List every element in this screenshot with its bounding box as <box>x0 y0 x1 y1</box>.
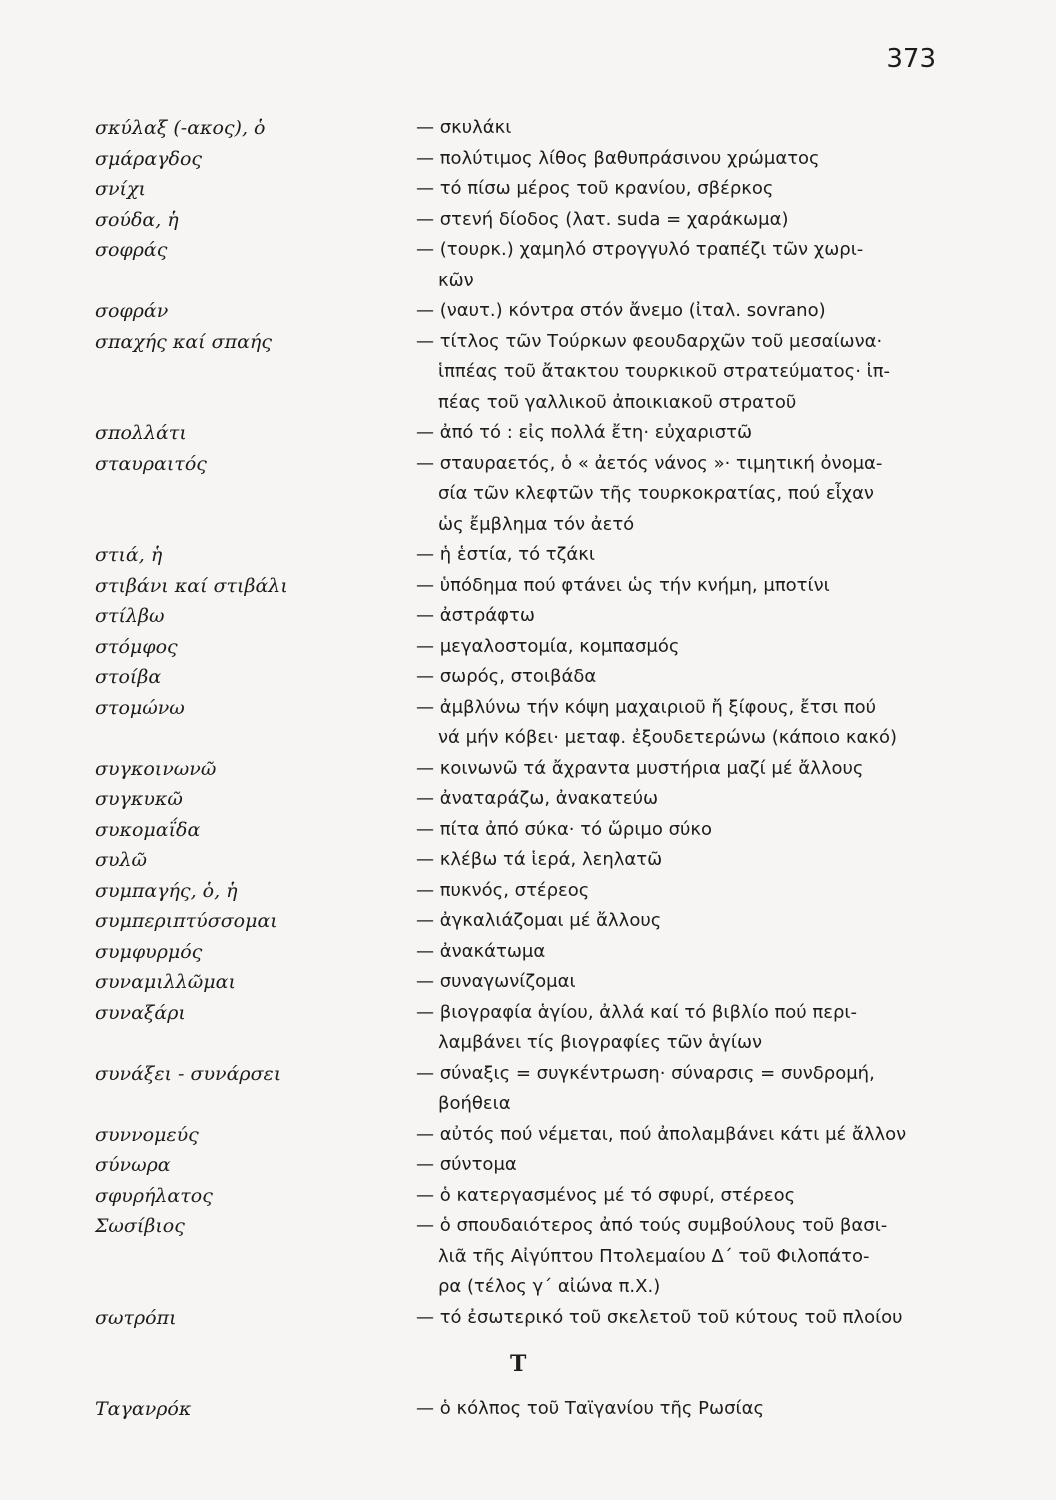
entry-definition <box>416 693 942 754</box>
entry-definition <box>416 571 942 602</box>
entry-term: στίλβω <box>95 605 165 627</box>
glossary-entry <box>0 296 1056 327</box>
glossary-entry <box>0 662 1056 693</box>
entry-term: συμπεριπτύσσομαι <box>95 910 278 932</box>
definition-line: — κοινωνῶ τά ἄχραντα μυστήρια μαζί μέ ἄλλους <box>416 757 864 779</box>
entry-definition <box>416 1059 942 1120</box>
entry-definition <box>416 754 942 785</box>
definition-line: κῶν <box>438 269 474 291</box>
definition-line: — κλέβω τά ἱερά, λεηλατῶ <box>416 849 663 870</box>
glossary-entry <box>0 845 1056 876</box>
definition-line: ἱππέας τοῦ ἄτακτου τουρκικοῦ στρατεύματος· ἱπ- <box>438 361 891 382</box>
entry-term: Σωσίβιος <box>95 1215 185 1237</box>
definition-line: — πολύτιμος λίθος βαθυπράσινου χρώματος <box>416 147 820 169</box>
glossary-entry <box>0 205 1056 236</box>
glossary-entry <box>0 998 1056 1059</box>
entry-term: συναμιλλῶμαι <box>95 971 236 993</box>
entry-definition <box>416 1181 942 1212</box>
definition-line: — πυκνός, στέρεος <box>416 879 590 901</box>
definition-line: — (ναυτ.) κόντρα στόν ἄνεμο (ἰταλ. sovrano) <box>416 300 826 321</box>
definition-line: ὡς ἔμβλημα τόν ἀετό <box>438 513 635 535</box>
entry-term: συννομεύς <box>95 1123 199 1146</box>
definition-line: — συναγωνίζομαι <box>416 971 576 992</box>
glossary-entry <box>0 418 1056 449</box>
entry-term: συγκυκῶ <box>95 788 183 810</box>
glossary-entry <box>0 1211 1056 1303</box>
definition-line: — σκυλάκι <box>416 117 512 138</box>
glossary-entry <box>0 632 1056 663</box>
definition-line: — ἀγκαλιάζομαι μέ ἄλλους <box>416 910 662 931</box>
glossary-entry <box>0 571 1056 602</box>
entry-term: συλῶ <box>95 849 148 871</box>
entry-definition <box>416 418 942 449</box>
glossary-entry <box>0 174 1056 205</box>
entry-definition <box>416 174 942 205</box>
entry-term: σούδα, ἡ <box>95 208 179 231</box>
entry-term: Ταγανρόκ <box>95 1397 192 1420</box>
definition-line: — (τουρκ.) χαμηλό στρογγυλό τραπέζι τῶν χωρι- <box>416 239 864 260</box>
entry-term: στιά, ἡ <box>95 544 163 566</box>
entry-definition <box>416 1303 942 1334</box>
entry-definition <box>416 998 942 1059</box>
definition-line: — βιογραφία ἁγίου, ἀλλά καί τό βιβλίο πού περι- <box>416 1001 858 1023</box>
entry-definition <box>416 327 942 419</box>
definition-line: — τίτλος τῶν Τούρκων φεουδαρχῶν τοῦ μεσαίωνα· <box>416 330 883 352</box>
definition-line: πέας τοῦ γαλλικοῦ ἀποικιακοῦ στρατοῦ <box>438 391 797 413</box>
entry-definition <box>416 449 942 541</box>
definition-line: — τό ἐσωτερικό τοῦ σκελετοῦ τοῦ κύτους τοῦ πλοίου <box>416 1306 903 1328</box>
glossary-entry <box>0 327 1056 419</box>
entry-term: συμφυρμός <box>95 940 203 963</box>
glossary-entry <box>0 235 1056 296</box>
entry-term: συμπαγής, ὁ, ἡ <box>95 879 238 902</box>
entry-definition <box>416 632 942 663</box>
entry-definition <box>416 1211 942 1303</box>
entry-term: στομώνω <box>95 696 185 719</box>
definition-line: ρα (τέλος γ΄ αἰώνα π.Χ.) <box>438 1276 661 1297</box>
entries-sigma <box>0 113 1056 1333</box>
glossary-entry <box>0 876 1056 907</box>
entry-definition <box>416 1394 942 1425</box>
definition-line: — τό πίσω μέρος τοῦ κρανίου, σβέρκος <box>416 178 774 199</box>
entry-definition <box>416 784 942 815</box>
entry-term: συνάξει - συνάρσει <box>95 1062 282 1085</box>
entry-definition <box>416 205 942 236</box>
definition-line: — σύναξις = συγκέντρωση· σύναρσις = συνδρομή, <box>416 1062 875 1084</box>
glossary-entry <box>0 754 1056 785</box>
entry-definition <box>416 540 942 571</box>
definition-line: — μεγαλοστομία, κομπασμός <box>416 635 680 657</box>
entry-term: συγκοινωνῶ <box>95 757 217 780</box>
glossary-entry <box>0 937 1056 968</box>
glossary-entry <box>0 449 1056 541</box>
entry-definition <box>416 235 942 296</box>
entry-term: σοφράν <box>95 300 169 322</box>
page-number: 373 <box>886 44 936 74</box>
entry-term: στόμφος <box>95 635 178 658</box>
glossary-entry <box>0 1150 1056 1181</box>
definition-line: — αὐτός πού νέμεται, πού ἀπολαμβάνει κάτι μέ ἄλλον <box>416 1123 907 1145</box>
definition-line: — ἡ ἑστία, τό τζάκι <box>416 544 595 565</box>
entry-definition <box>416 601 942 632</box>
definition-line: — πίτα ἀπό σύκα· τό ὥριμο σύκο <box>416 818 713 840</box>
entry-definition <box>416 113 942 144</box>
definition-line: — ἀνακάτωμα <box>416 940 546 962</box>
entry-term: συναξάρι <box>95 1001 186 1024</box>
entry-term: σοφράς <box>95 239 168 261</box>
definition-line: — ὁ κατεργασμένος μέ τό σφυρί, στέρεος <box>416 1184 796 1206</box>
definition-line: σία τῶν κλεφτῶν τῆς τουρκοκρατίας, πού εἶχαν <box>438 483 874 504</box>
entry-definition <box>416 967 942 998</box>
entry-definition <box>416 845 942 876</box>
definition-line: — ἀστράφτω <box>416 605 535 626</box>
entry-term: σωτρόπι <box>95 1306 177 1329</box>
definition-line: — ὑπόδημα πού φτάνει ὡς τήν κνήμη, μποτίνι <box>416 574 830 596</box>
definition-line: — σταυραετός, ὁ « ἀετός νάνος »· τιμητική ὀνομα- <box>416 452 883 474</box>
entry-term: στιβάνι καί στιβάλι <box>95 574 288 597</box>
glossary-entry <box>0 113 1056 144</box>
glossary-entry <box>0 1120 1056 1151</box>
glossary-entry <box>0 784 1056 815</box>
entry-definition <box>416 906 942 937</box>
glossary-entry <box>0 1059 1056 1120</box>
section-letter: Τ <box>510 1351 527 1377</box>
glossary-entry <box>0 144 1056 175</box>
definition-line: — ἀπό τό : εἰς πολλά ἔτη· εὐχαριστῶ <box>416 422 753 443</box>
entry-definition <box>416 815 942 846</box>
glossary-entry <box>0 967 1056 998</box>
entry-definition <box>416 144 942 175</box>
entry-definition <box>416 296 942 327</box>
glossary-entry <box>0 1181 1056 1212</box>
definition-line: νά μήν κόβει· μεταφ. ἐξουδετερώνω (κάποιο κακό) <box>438 727 897 748</box>
definition-line: — σωρός, στοιβάδα <box>416 666 597 687</box>
definition-line: — ἀμβλύνω τήν κόψη μαχαιριοῦ ἤ ξίφους, ἔτσι πού <box>416 696 877 718</box>
entry-term: σκύλαξ (-ακος), ὁ <box>95 117 266 139</box>
definition-line: — στενή δίοδος (λατ. suda = χαράκωμα) <box>416 208 789 230</box>
entry-term: σύνωρα <box>95 1154 171 1176</box>
definition-line: — ὁ σπουδαιότερος ἀπό τούς συμβούλους τοῦ βασι- <box>416 1215 888 1236</box>
entry-definition <box>416 1150 942 1181</box>
glossary-entry <box>0 1394 1056 1425</box>
entry-term: συκομαΐδα <box>95 818 201 841</box>
definition-line: λιᾶ τῆς Αἰγύπτου Πτολεμαίου Δ΄ τοῦ Φιλοπάτο- <box>438 1245 870 1267</box>
glossary-entry <box>0 1303 1056 1334</box>
glossary-entry <box>0 601 1056 632</box>
entry-definition <box>416 876 942 907</box>
entry-term: σμάραγδος <box>95 147 203 170</box>
entry-term: σταυραιτός <box>95 452 207 475</box>
entry-term: σφυρήλατος <box>95 1184 213 1207</box>
definition-line: βοήθεια <box>438 1093 511 1114</box>
entry-definition <box>416 1120 942 1151</box>
glossary-entries <box>0 113 1056 1424</box>
glossary-entry <box>0 540 1056 571</box>
entry-definition <box>416 662 942 693</box>
entries-tau <box>0 1394 1056 1425</box>
definition-line: — ὁ κόλπος τοῦ Ταϊγανίου τῆς Ρωσίας <box>416 1397 765 1419</box>
entry-term: σπολλάτι <box>95 422 187 444</box>
entry-term: σπαχής καί σπαής <box>95 330 272 353</box>
glossary-entry <box>0 906 1056 937</box>
definition-line: λαμβάνει τίς βιογραφίες τῶν ἁγίων <box>438 1032 763 1053</box>
entry-term: σνίχι <box>95 178 146 200</box>
definition-line: — σύντομα <box>416 1154 517 1175</box>
entry-definition <box>416 937 942 968</box>
entry-term: στοίβα <box>95 666 162 688</box>
glossary-entry <box>0 693 1056 754</box>
glossary-entry <box>0 815 1056 846</box>
definition-line: — ἀναταράζω, ἀνακατεύω <box>416 788 659 809</box>
